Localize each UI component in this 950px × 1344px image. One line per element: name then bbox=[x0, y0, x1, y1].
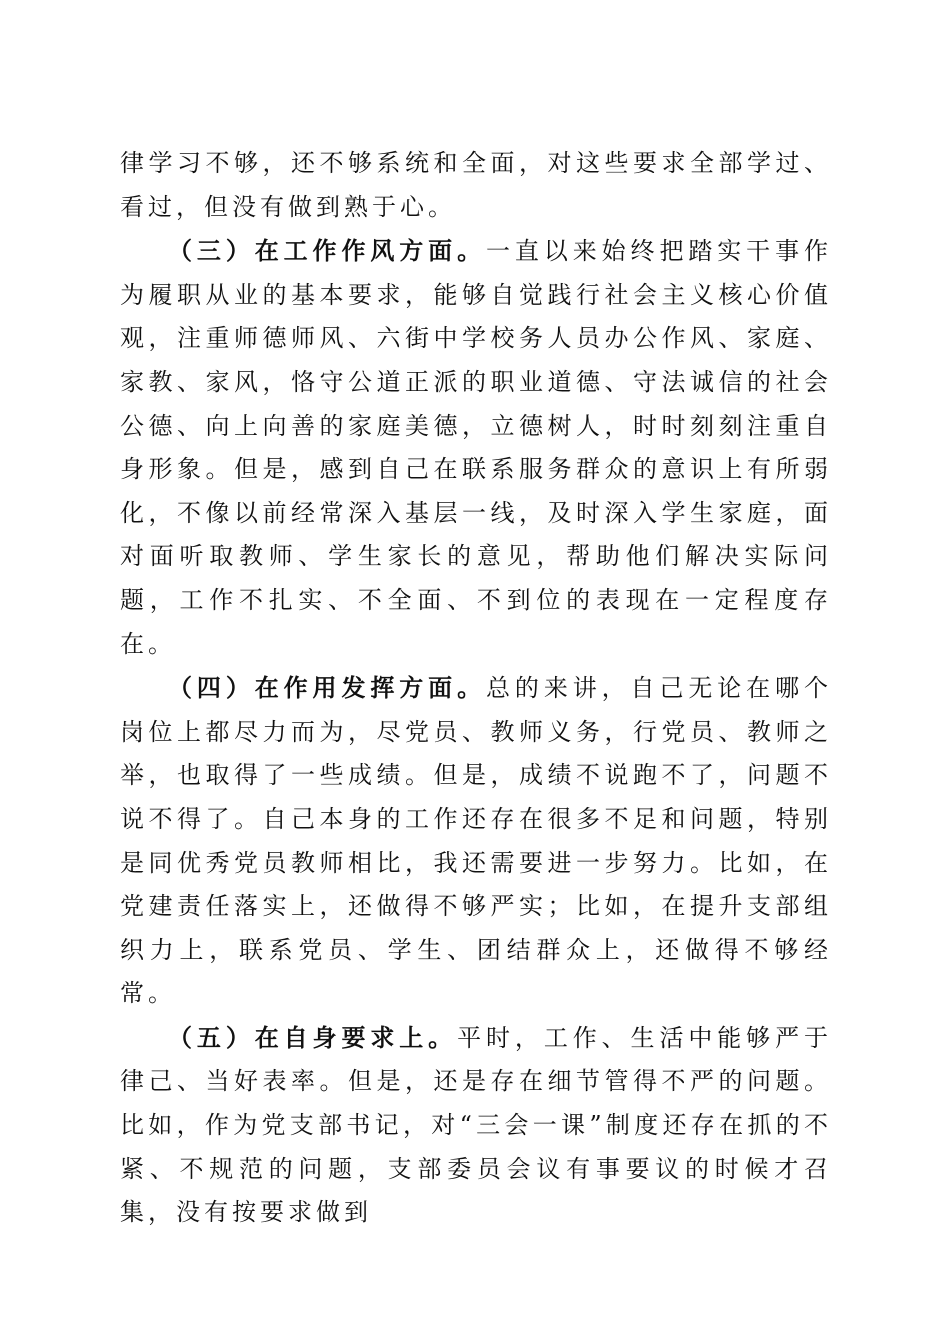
paragraph-body: 总的来讲，自己无论在哪个岗位上都尽力而为，尽党员、教师义务，行党员、教师之举，也取得了一些成绩。但是，成绩不说跑不了，问题不说不得了。自己本身的工作还存在很多不足和问题，特别是同优秀党员教师相比，我还需要进一步努力。比如，在党建责任落实上，还做得不够严实；比如，在提升支部组织力上，联系党员、学生、团结群众上，还做得不够经常。 bbox=[120, 674, 832, 1008]
paragraph-body: 律学习不够，还不够系统和全面，对这些要求全部学过、看过，但没有做到熟于心。 bbox=[120, 149, 832, 221]
paragraph-work-style bbox=[120, 229, 832, 666]
paragraph-continuation bbox=[120, 142, 832, 229]
paragraph-heading: （五）在自身要求上。 bbox=[168, 1022, 458, 1052]
paragraph-body: 平时，工作、生活中能够严于律己、当好表率。但是，还是存在细节管得不严的问题。比如，作为党支部书记，对“三会一课”制度还存在抓的不紧、不规范的问题，支部委员会议有事要议的时候才召集，没有按要求做到 bbox=[120, 1023, 833, 1227]
paragraph-heading: （三）在工作作风方面。 bbox=[168, 236, 486, 266]
paragraph-heading: （四）在作用发挥方面。 bbox=[168, 673, 486, 703]
paragraph-body: 一直以来始终把踏实干事作为履职从业的基本要求，能够自觉践行社会主义核心价值观，注重师德师风、六街中学校务人员办公作风、家庭、家教、家风，恪守公道正派的职业道德、守法诚信的社会公德、向上向善的家庭美德，立德树人，时时刻刻注重自身形象。但是，感到自己在联系服务群众的意识上有所弱化，不像以前经常深入基层一线，及时深入学生家庭，面对面听取教师、学生家长的意见，帮助他们解决实际问题，工作不扎实、不全面、不到位的表现在一定程度存在。 bbox=[120, 237, 832, 658]
paragraph-role-playing bbox=[120, 666, 832, 1016]
document-body bbox=[120, 142, 832, 1235]
paragraph-self-requirements bbox=[120, 1016, 832, 1235]
